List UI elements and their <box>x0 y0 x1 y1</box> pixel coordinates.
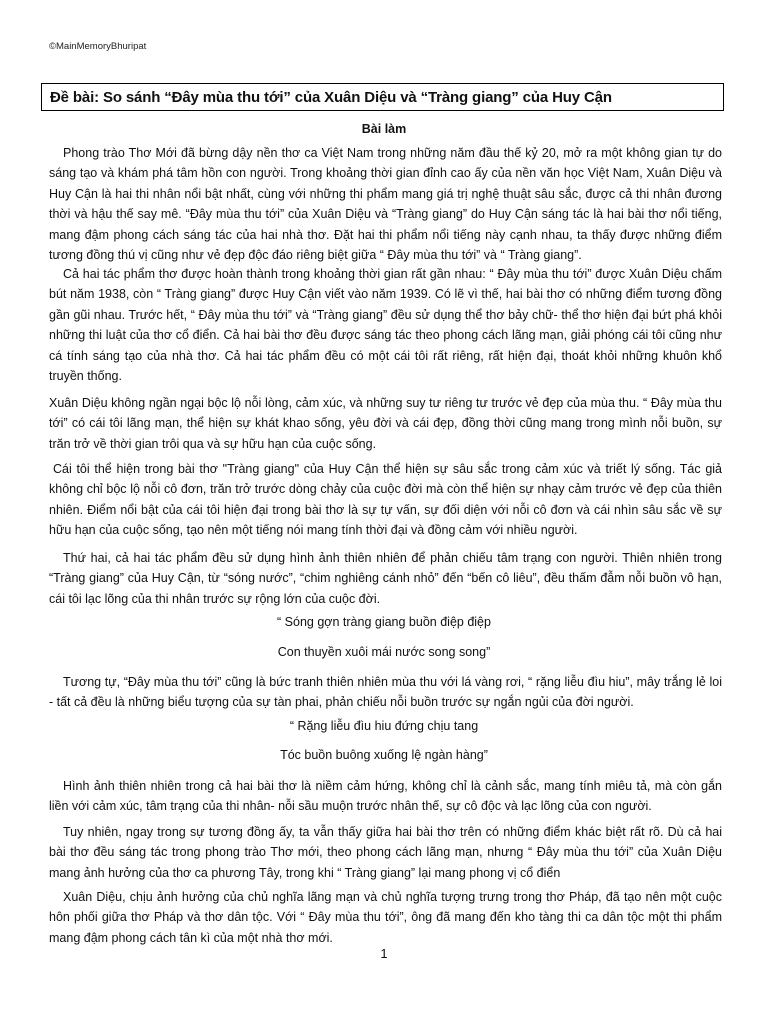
title-box <box>41 83 724 111</box>
quote-line: Tóc buồn buông xuống lệ ngàn hàng” <box>280 748 488 762</box>
paragraph-autumn-imagery: Tương tự, “Đây mùa thu tới” cũng là bức tranh thiên nhiên mùa thu với lá vàng rơi, “ rặng liễu đìu hiu”, mây trắng lẻ loi - tất cả đều là những biểu tượng của sự tàn phai, phản chiếu nỗi buồn trước sự ngắn ngủi của đời người. <box>49 675 722 710</box>
paragraph-differences: Tuy nhiên, ngay trong sự tương đồng ấy, ta vẫn thấy giữa hai bài thơ trên có những điểm khác biệt rất rõ. Dù cả hai bài thơ đều sáng tác trong phong trào Thơ mới, theo phong cách lãng mạn, nhưng “ Đây mùa thu tới” của Xuân Diệu mang ảnh hưởng của thơ ca phương Tây, trong khi “ Tràng giang” lại mang phong vị cổ điển <box>49 825 722 880</box>
paragraph-french-influence: Xuân Diệu, chịu ảnh hưởng của chủ nghĩa lãng mạn và chủ nghĩa tượng trưng trong thơ Pháp, đã tạo nên một cuộc hôn phối giữa thơ Pháp và thơ dân tộc. Với “ Đây mùa thu tới”, ông đã mang đến kho tàng thi ca dân tộc một thi phẩm mang đậm phong cách tân kì của một nhà thơ mới. <box>49 890 722 945</box>
paragraph-intro: Phong trào Thơ Mới đã bừng dậy nền thơ ca Việt Nam trong những năm đầu thế kỷ 20, mở ra một không gian tự do sáng tạo và khám phá tâm hồn con người. Trong khoảng thời gian đỉnh cao ấy của nền văn học Việt Nam, Xuân Diệu và Huy Cận là hai thi nhân nổi bật nhất, cùng với những thi phẩm mang giá trị nghệ thuật sâu sắc, được cả thi nhân đương thời và hậu thế say mê. “Đây mùa thu tới” của Xuân Diệu và “Tràng giang” do Huy Cận sáng tác là hai bài thơ nổi tiếng, mang đậm phong cách sáng tác của hai nhà thơ. Đặt hai thi phẩm nổi tiếng này cạnh nhau, ta thấy được những điểm tương đồng thú vị cũng như vẻ đẹp độc đáo riêng biệt giữa “ Đây mùa thu tới” và “ Tràng giang”. <box>49 146 722 263</box>
paragraph-huy-can-ego: Cái tôi thể hiện trong bài thơ "Tràng giang" của Huy Cận thể hiện sự sâu sắc trong cảm xúc và triết lý sống. Tác giả không chỉ bộc lộ nỗi cô đơn, trăn trở trước dòng chảy của cuộc đời mà còn thể hiện sự nhạy cảm trước vẻ đẹp của thiên nhiên. Điểm nổi bật của cái tôi hiện đại trong bài thơ là sự tự vấn, sự đối diện với nỗi cô đơn và cái nhìn sâu sắc về sự hữu hạn của cuộc sống, tạo nên một tiếng nói mang tính thời đại và đồng cảm với nhiều người. <box>49 462 722 538</box>
section-heading: Bài làm <box>361 122 407 136</box>
paragraph-nature-imagery: Thứ hai, cả hai tác phẩm đều sử dụng hình ảnh thiên nhiên để phản chiếu tâm trạng con người. Thiên nhiên trong “Tràng giang” của Huy Cận, từ “sóng nước”, “chim nghiêng cánh nhỏ” đến “bến cô liêu”, đều thấm đẫm nỗi buồn vô hạn, cái tôi lạc lõng của thi nhân trước sự rộng lớn của cuộc đời. <box>49 551 722 606</box>
paragraph-similarity-time: Cả hai tác phẩm thơ được hoàn thành trong khoảng thời gian rất gần nhau: “ Đây mùa thu tới” được Xuân Diệu chấm bút năm 1938, còn “ Tràng giang” được Huy Cận viết vào năm 1939. Có lẽ vì thế, hai bài thơ có những điểm tương đồng gần gũi nhau. Trước hết, “ Đây mùa thu tới” và “Tràng giang” đều sử dụng thể thơ bảy chữ- thể thơ hiện đại bứt phá khỏi những thi luật của thơ cổ điển. Cả hai bài thơ đều được sáng tác theo phong cách lãng mạn, giải phóng cái tôi cũng như cá tính sáng tạo của nhà thơ. Cả hai tác phẩm đều có một cái tôi rất riêng, rất hiện đại, thoát khỏi những khuôn khổ truyền thống. <box>49 267 722 384</box>
page-title: Đề bài: So sánh “Đây mùa thu tới” của Xuân Diệu và “Tràng giang” của Huy Cận <box>50 89 612 106</box>
quote-line: Con thuyền xuôi mái nước song song” <box>277 645 491 659</box>
paragraph-nature-inspiration: Hình ảnh thiên nhiên trong cả hai bài thơ là niềm cảm hứng, không chỉ là cảnh sắc, mang tính miêu tả, mà còn gắn liền với cảm xúc, tâm trạng của thi nhân- nỗi sầu muộn trước nhân thế, sự cô độc và lạc lõng của con người. <box>49 779 722 814</box>
page-number: 1 <box>380 946 388 961</box>
quote-line: “ Rặng liễu đìu hiu đứng chịu tang <box>289 719 479 733</box>
paragraph-xuan-dieu-ego: Xuân Diệu không ngần ngại bộc lộ nỗi lòng, cảm xúc, và những suy tư riêng tư trước vẻ đẹp của mùa thu. “ Đây mùa thu tới” có cái tôi lãng mạn, thể hiện sự khát khao sống, yêu đời và cái đẹp, đồng thời cũng mang trong mình nỗi buồn, sự trăn trở về thời gian trôi qua và sự hữu hạn của cuộc sống. <box>49 396 722 451</box>
watermark: ©MainMemoryBhuripat <box>49 41 147 52</box>
quote-line: “ Sóng gợn tràng giang buồn điệp điệp <box>277 615 491 629</box>
